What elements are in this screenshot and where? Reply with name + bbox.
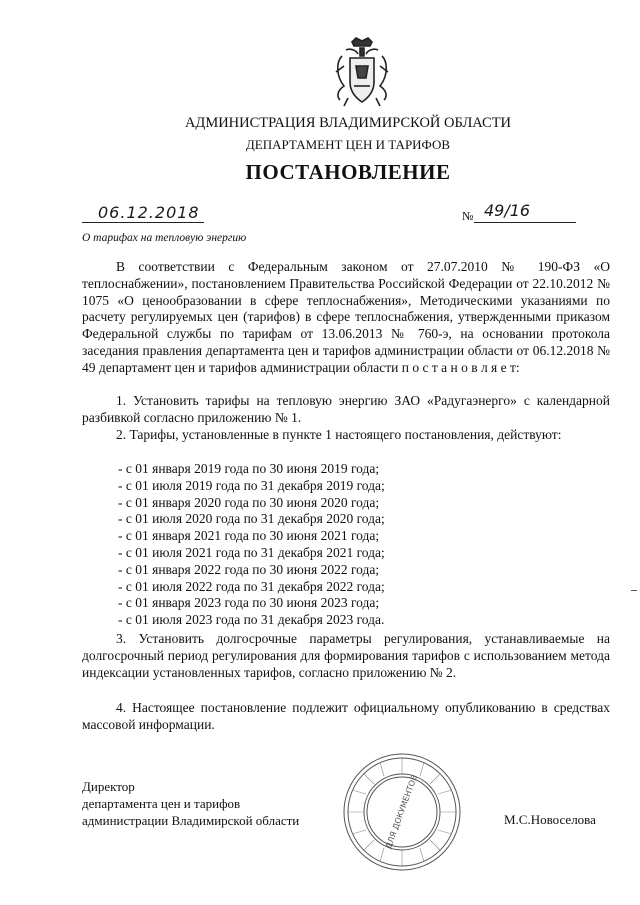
signatory-title-line2: департамента цен и тарифов: [82, 796, 241, 811]
preamble-paragraph: В соответствии с Федеральным законом от 27.07.2010 № 190-ФЗ «О теплоснабжении», постановлением Правительства Российской Федерации от 22.10.2012 № 1075 «О ценообразовании в сфере теплоснабжения», Методическими указаниями по расчету регулируемых цен (тарифов) в сфере теплоснабжения, утвержденными приказом Федеральной службы по тарифам от 13.06.2013 № 760-э, на основании протокола заседания правления департамента цен и тарифов администрации области от 06.12.2018 № 49 департамент цен и тарифов администрации области п о с т а н о в л я е т:: [82, 259, 610, 375]
period-item: - с 01 января 2023 года по 30 июня 2023 года;: [118, 595, 380, 611]
edge-mark: [631, 590, 637, 591]
period-item: - с 01 января 2020 года по 30 июня 2020 года;: [118, 494, 380, 510]
period-item: - с 01 января 2019 года по 30 июня 2019 года;: [118, 461, 380, 476]
signatory-title-line3: администрации Владимирской области: [82, 813, 300, 828]
period-item: - с 01 июля 2023 года по 31 декабря 2023 года.: [118, 612, 385, 628]
document-subject: О тарифах на тепловую энергию: [82, 232, 247, 244]
period-item: - с 01 июля 2019 года по 31 декабря 2019 года;: [118, 477, 385, 493]
signatory-title-line1: Директор: [82, 779, 135, 794]
item-2-paragraph: 2. Тарифы, установленные в пункте 1 настоящего постановления, действуют:: [116, 427, 562, 442]
period-item: - с 01 января 2021 года по 30 июня 2021 года;: [118, 528, 380, 544]
item-4-paragraph: 4. Настоящее постановление подлежит официальному опубликованию в средствах массовой информации.: [82, 700, 610, 732]
document-number: 49/16: [484, 201, 531, 220]
number-sign: №: [462, 209, 474, 223]
document-title: ПОСТАНОВЛЕНИЕ: [245, 160, 451, 184]
department-heading: ДЕПАРТАМЕНТ ЦЕН И ТАРИФОВ: [245, 137, 451, 152]
item-1-paragraph: 1. Установить тарифы на тепловую энергию ЗАО «Радугаэнерго» с календарной разбивкой согласно приложению № 1.: [82, 393, 610, 425]
signatory-block: [82, 778, 299, 829]
coat-of-arms-icon: [330, 36, 394, 108]
signatory-name: М.С.Новоселова: [504, 812, 596, 827]
document-date: 06.12.2018: [98, 203, 200, 222]
validity-periods-list: [118, 461, 385, 629]
period-item: - с 01 июля 2022 года по 31 декабря 2022 года;: [118, 578, 385, 594]
period-item: - с 01 июля 2020 года по 31 декабря 2020 года;: [118, 511, 385, 527]
official-stamp-icon: [340, 750, 464, 874]
date-underline: [82, 222, 204, 223]
administration-heading: АДМИНИСТРАЦИЯ ВЛАДИМИРСКОЙ ОБЛАСТИ: [184, 115, 512, 131]
stamp-inner-text: ДЛЯ ДОКУМЕНТОВ: [383, 773, 420, 851]
item-3-paragraph: 3. Установить долгосрочные параметры регулирования, устанавливаемые на долгосрочный период регулирования для формирования тарифов с использованием метода индексации установленных тарифов, согласно приложению № 2.: [82, 631, 610, 680]
period-item: - с 01 июля 2021 года по 31 декабря 2021 года;: [118, 544, 385, 560]
number-underline: [474, 222, 576, 223]
period-item: - с 01 января 2022 года по 30 июня 2022 года;: [118, 561, 380, 577]
